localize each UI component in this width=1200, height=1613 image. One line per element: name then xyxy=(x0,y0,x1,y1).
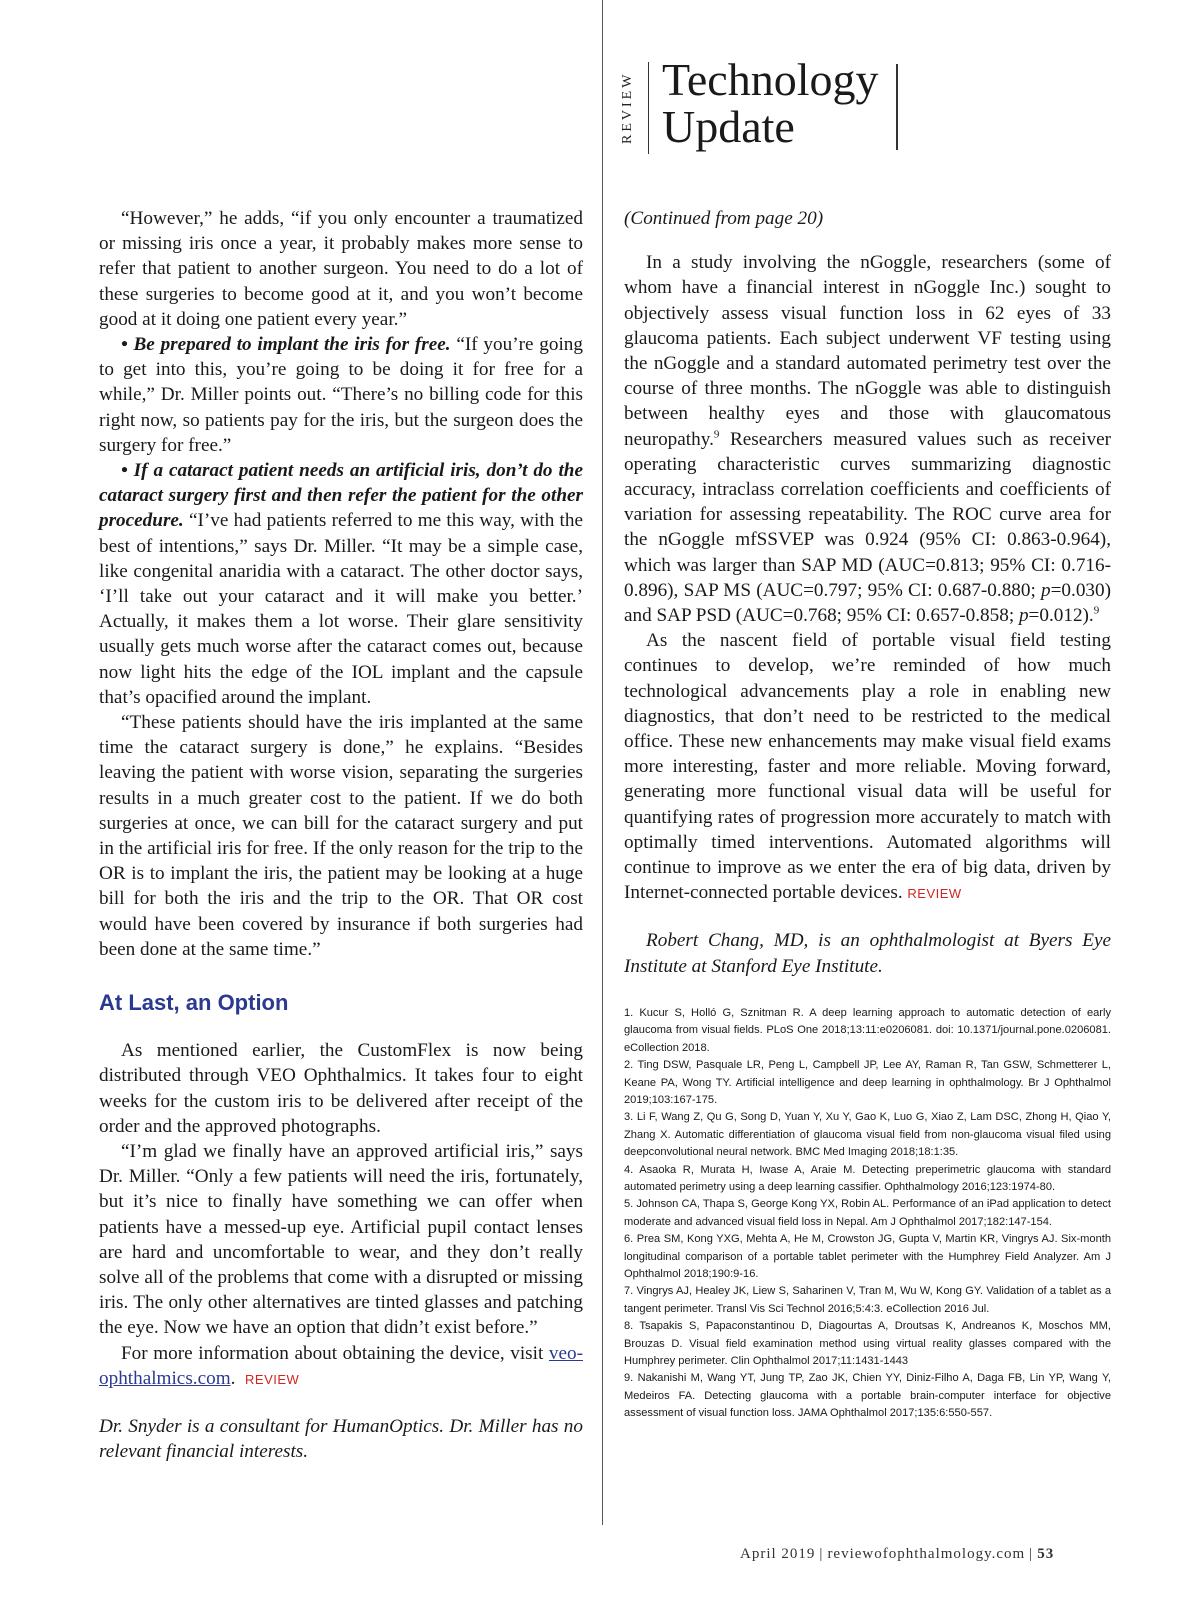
paragraph-text: For more information about obtaining the device, visit xyxy=(121,1342,549,1364)
paragraph xyxy=(99,332,583,458)
paragraph-text: “I’ve had patients referred to me this way, with the best of intentions,” says Dr. Miller. “It may be a simple case, like congenital anaridia with a cataract. The other doctor says, ‘I’ll take out your cataract and it will make you better.’ Actually, it makes them a lot worse. Their glare sensitivity usually gets much worse after the cataract comes out, because now light hits the edge of the IOL implant and the capsule that’s opacified around the implant. xyxy=(99,510,583,708)
section-heading: At Last, an Option xyxy=(99,990,289,1016)
page-footer xyxy=(740,1546,1054,1563)
column-divider xyxy=(602,0,603,1525)
paragraph-text: In a study involving the nGoggle, researchers (some of whom have a financial interest in nGoggle Inc.) sought to objectively assess visual function loss in 62 eyes of 33 glaucoma patients. Each subject underwent VF testing using the nGoggle and a standard automated perimetry test over the course of three months. The nGoggle was able to distinguish between healthy eyes and those with glaucomatous neuropathy. xyxy=(624,252,1111,450)
section-title-line1: Technology xyxy=(662,54,879,105)
paragraph-text: Researchers measured values such as receiver operating characteristic curves summarizing diagnostic accuracy, intraclass correlation coefficients and coefficients of variation for assessing repeatability. The ROC curve area for the nGoggle mfSSVEP was 0.924 (95% CI: 0.863-0.964), which was larger than SAP MD (AUC=0.813; 95% CI: 0.716-0.896), SAP MS (AUC=0.797; 95% CI: 0.687-0.880; xyxy=(624,428,1111,601)
paragraph xyxy=(99,1341,583,1392)
footer-date: April 2019 xyxy=(740,1546,816,1562)
left-column xyxy=(99,206,583,1464)
reference-item: 8. Tsapakis S, Papaconstantinou D, Diagourtas A, Droutsas K, Andreanos K, Moschos MM, Brouzas D. Visual field examination method using virtual reality glasses compared with the Humphrey perimeter. Clin Ophthalmol 2017;11:1431-1443 xyxy=(624,1320,1111,1368)
header-rule xyxy=(896,64,898,150)
paragraph-text: =0.012). xyxy=(1028,605,1094,627)
reference-item: 1. Kucur S, Holló G, Sznitman R. A deep learning approach to automatic detection of early glaucoma from visual fields. PLoS One 2018;13:11:e0206081. doi: 10.1371/journal.pone.0206081. eCollection 2018. xyxy=(624,1006,1111,1054)
page-number: 53 xyxy=(1037,1546,1055,1562)
disclosure: Dr. Snyder is a consultant for HumanOptics. Dr. Miller has no relevant financial interests. xyxy=(99,1415,583,1463)
references xyxy=(624,1005,1111,1423)
review-end-mark: REVIEW xyxy=(245,1371,300,1387)
paragraph: “However,” he adds, “if you only encounter a traumatized or missing iris once a year, it probably makes more sense to refer that patient to another surgeon. You need to do a lot of these surgeries to become good at it, and you won’t become good at it doing one patient every year.” xyxy=(99,208,583,330)
footer-separator: | xyxy=(1029,1546,1034,1562)
continued-note: (Continued from page 20) xyxy=(624,208,824,229)
paragraph xyxy=(99,458,583,710)
right-column xyxy=(624,206,1111,1423)
paragraph-text: “If you’re going to get into this, you’re going to be doing it for free for a while,” Dr. Miller points out. “There’s no billing code for this right now, so patients pay for the iris, but the surgeon does the surgery for free.” xyxy=(99,334,583,456)
reference-item: 7. Vingrys AJ, Healey JK, Liew S, Saharinen V, Tran M, Wu W, Kong GY. Validation of a tablet as a tangent perimeter. Transl Vis Sci Technol 2016;5:4:3. eCollection 2016 Jul. xyxy=(624,1285,1111,1315)
paragraph xyxy=(624,628,1111,906)
reference-item: 2. Ting DSW, Pasquale LR, Peng L, Campbell JP, Lee AY, Raman R, Tan GSW, Schmetterer L, Keane PA, Wong TY. Artificial intelligence and deep learning in ophthalmology. Br J Ophthalmol 2019;103:167-175. xyxy=(624,1059,1111,1106)
bullet-lead: • Be prepared to implant the iris for free. xyxy=(121,334,451,356)
paragraph-text: =0.030) and SAP PSD (AUC=0.768; 95% CI: 0.657-0.858; xyxy=(624,579,1111,627)
paragraph: As mentioned earlier, the CustomFlex is now being distributed through VEO Ophthalmics. It takes four to eight weeks for the custom iris to be delivered after receipt of the order and the approved photographs. xyxy=(99,1040,583,1137)
footer-site[interactable]: reviewofophthalmology.com xyxy=(827,1546,1026,1562)
reference-item: 9. Nakanishi M, Wang YT, Jung TP, Zao JK, Chien YY, Diniz-Filho A, Daga FB, Lin YP, Wang Y, Medeiros FA. Detecting glaucoma with a portable brain-computer interface for objective assessment of visual function loss. JAMA Ophthalmol 2017;135:6:550-557. xyxy=(624,1372,1111,1420)
section-label: REVIEW xyxy=(620,62,649,154)
paragraph: “I’m glad we finally have an approved artificial iris,” says Dr. Miller. “Only a few patients will need the iris, fortunately, but it’s nice to finally have something we can offer when patients have a messed-up eye. Artificial pupil contact lenses are hard and uncomfortable to wear, and they don’t really solve all of the problems that come with a disrupted or missing iris. The only other alternatives are tinted glasses and patching the eye. Now we have an option that didn’t exist before.” xyxy=(99,1140,583,1339)
author-bio: Robert Chang, MD, is an ophthalmologist at Byers Eye Institute at Stanford Eye Institute. xyxy=(624,930,1111,977)
paragraph-text: . xyxy=(230,1367,236,1389)
citation: 9 xyxy=(713,428,720,441)
paragraph: “These patients should have the iris implanted at the same time the cataract surgery is done,” he explains. “Besides leaving the patient with worse vision, separating the surgeries results in a much greater cost to the patient. If we do both surgeries at once, we can bill for the cataract surgery and put in the artificial iris for free. If the only reason for the trip to the OR is to implant the iris, the patient may be looking at a huge bill for both the iris and the trip to the OR. That OR cost would have been covered by insurance if both surgeries had been done at the same time.” xyxy=(99,712,583,960)
reference-item: 5. Johnson CA, Thapa S, George Kong YX, Robin AL. Performance of an iPad application to detect moderate and advanced visual field loss in Nepal. Am J Ophthalmol 2017;182:147-154. xyxy=(624,1198,1111,1228)
review-end-mark: REVIEW xyxy=(907,886,962,902)
p-value-symbol: p xyxy=(1018,605,1029,627)
paragraph xyxy=(624,250,1111,628)
section-title xyxy=(662,56,879,150)
section-title-line2: Update xyxy=(662,101,795,152)
reference-item: 6. Prea SM, Kong YXG, Mehta A, He M, Crowston JG, Gupta V, Martin KR, Vingrys AJ. Six-month longitudinal comparison of a portable tablet perimeter with the Humphrey Field Analyzer. Am J Ophthalmol 2018;190:9-16. xyxy=(624,1233,1111,1280)
p-value-symbol: p xyxy=(1041,579,1051,601)
reference-item: 3. Li F, Wang Z, Qu G, Song D, Yuan Y, Xu Y, Gao K, Luo G, Xiao Z, Lam DSC, Zhong H, Qiao Y, Zhang X. Automatic differentiation of glaucoma visual field from non-glaucoma visual filed using deepconvolutional neural network. BMC Med Imaging 2018;18:1:35. xyxy=(624,1111,1111,1159)
bullet-lead: • If a cataract patient needs an artificial iris, don’t do the cataract surgery first and then refer the patient for the other procedure. xyxy=(99,460,583,532)
paragraph-text: As the nascent field of portable visual field testing continues to develop, we’re reminded of how much technological advancements play a role in enabling new diagnostics, that don’t need to be restricted to the medical office. These new enhancements may make visual field exams more interesting, faster and more reliable. Moving forward, generating more functional visual data will be useful for quantifying rates of progression more accurately to match with optimally timed interventions. Automated algorithms will continue to improve as we enter the era of big data, driven by Internet-connected portable devices. xyxy=(624,630,1111,904)
reference-item: 4. Asaoka R, Murata H, Iwase A, Araie M. Detecting preperimetric glaucoma with standard automated perimetry using a deep learning cassifier. Ophthalmology 2016;123:1974-80. xyxy=(624,1163,1111,1193)
footer-separator: | xyxy=(819,1546,824,1562)
veo-link[interactable]: veo-ophthalmics.com xyxy=(99,1342,583,1389)
citation: 9 xyxy=(1093,604,1100,617)
